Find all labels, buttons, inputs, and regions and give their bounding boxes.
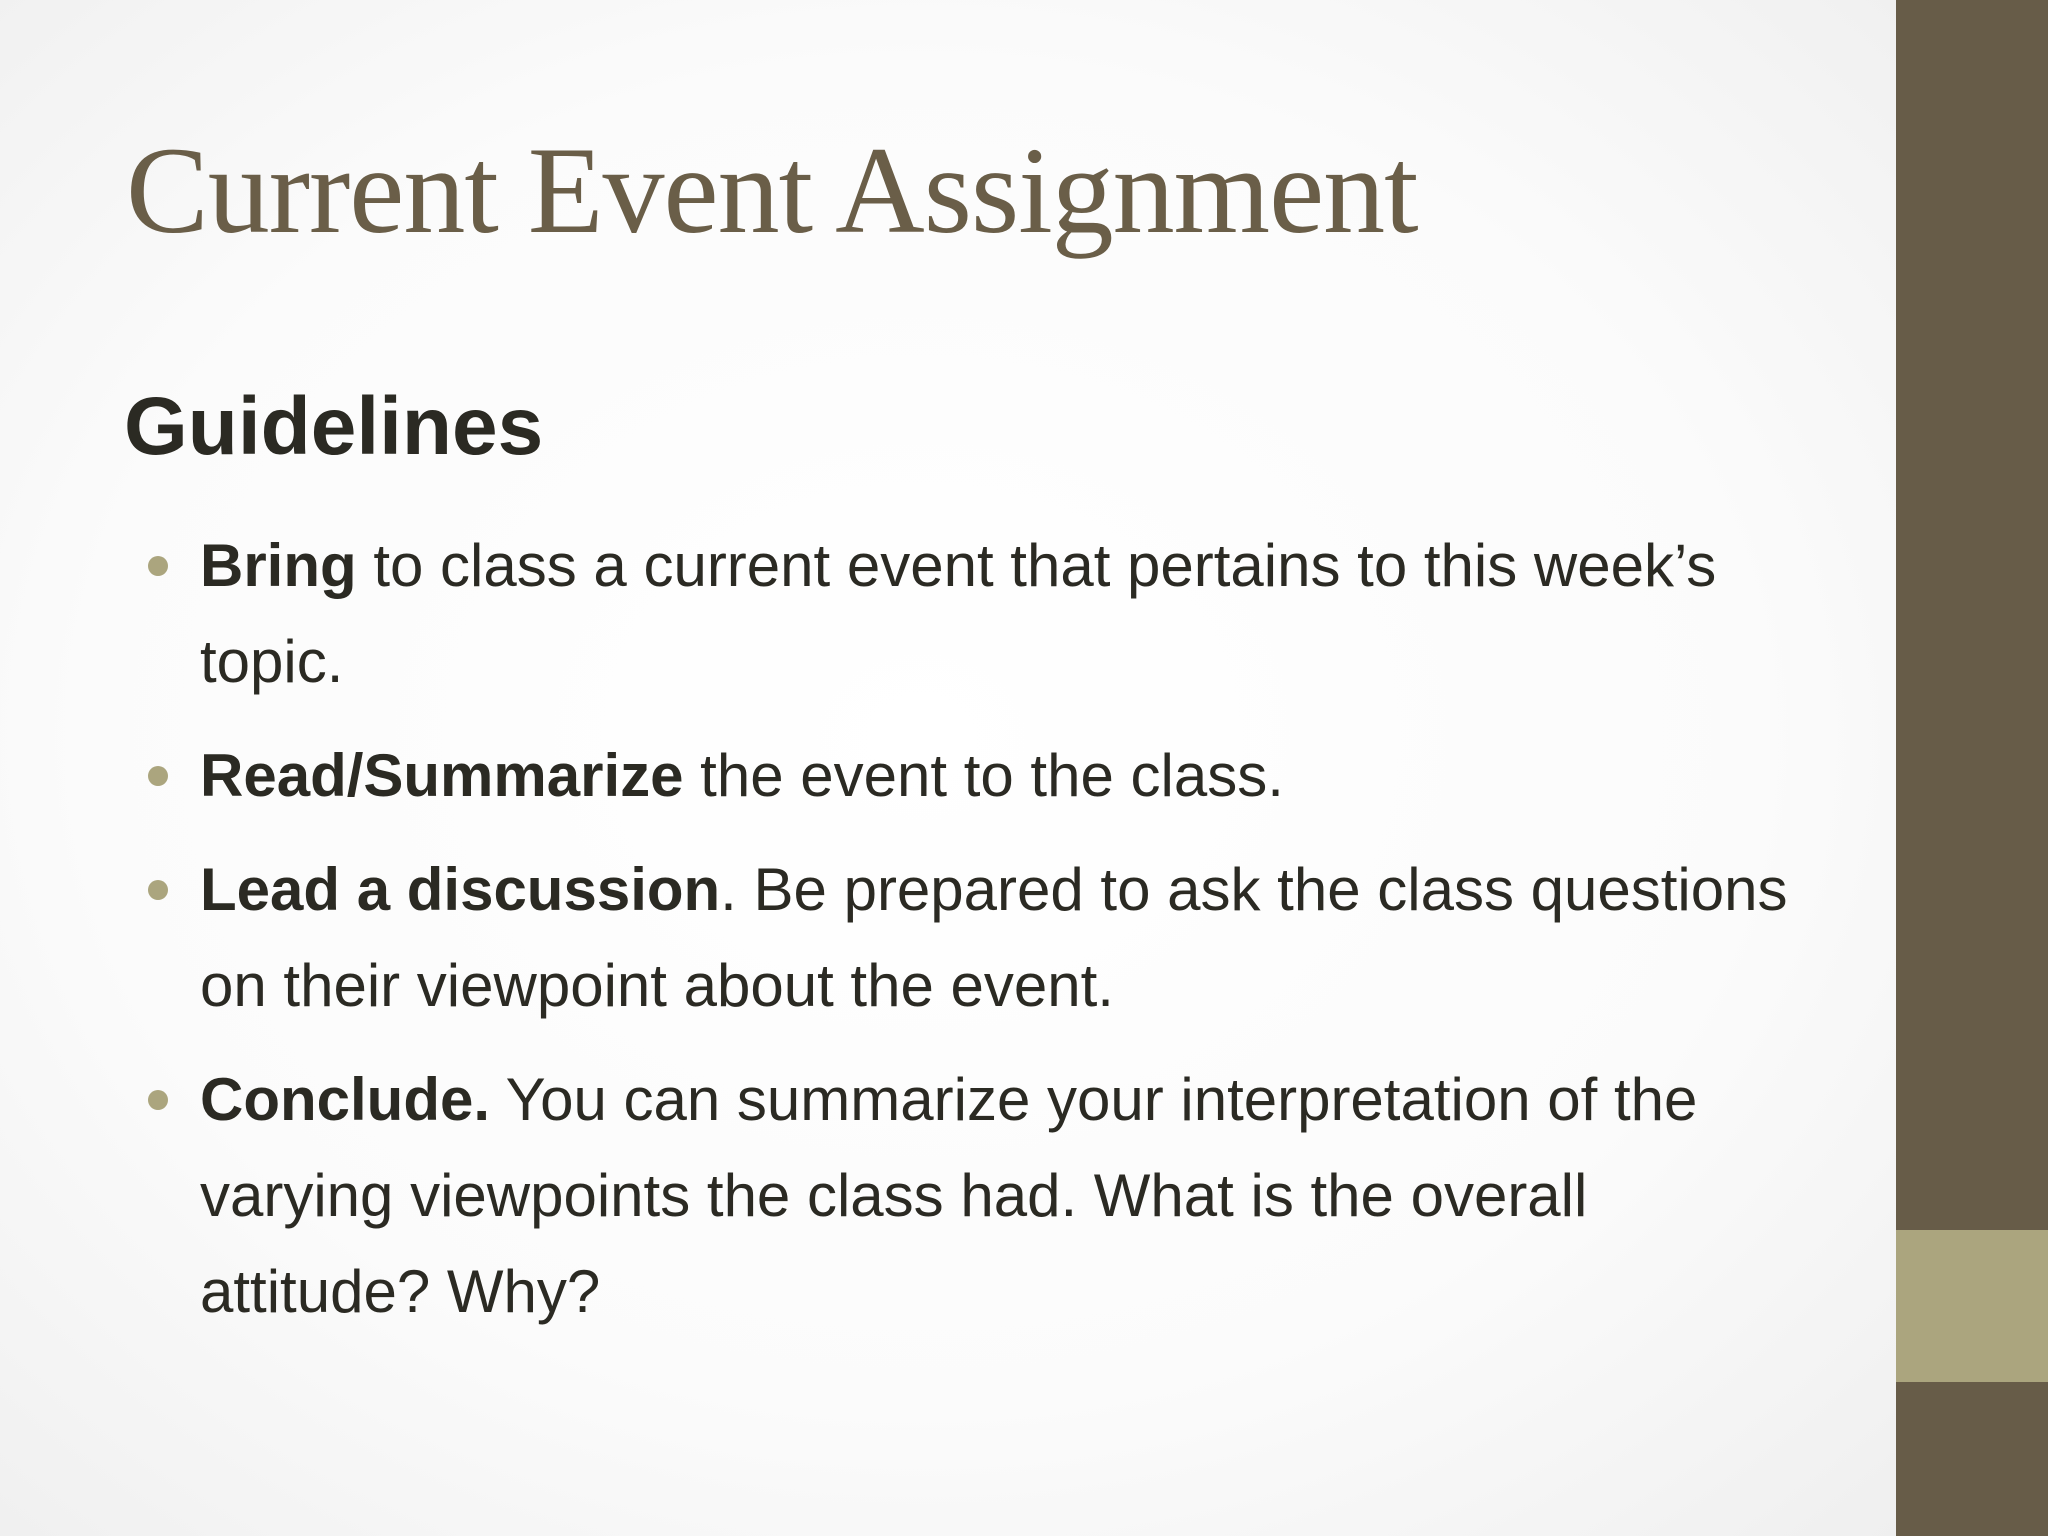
bullet-body-text: You can summarize your interpretation of the varying viewpoints the class had. What is the overall attitude? Why? [200, 1066, 1698, 1325]
bullet-item-conclude [200, 1052, 1820, 1340]
bullet-lead-text: Read/Summarize [200, 742, 684, 809]
slide-title: Current Event Assignment [126, 122, 1418, 259]
bullet-body-text: to class a current event that pertains to this week’s topic. [200, 532, 1717, 695]
bullet-body-text: . Be prepared to ask the class questions on their viewpoint about the event. [200, 856, 1788, 1019]
bullet-item-lead-discussion [200, 842, 1820, 1034]
bullet-lead-text: Lead a discussion [200, 856, 721, 923]
sidebar-accent-block [1896, 1230, 2048, 1382]
bullet-lead-text: Conclude. [200, 1066, 491, 1133]
bullet-icon [148, 766, 168, 786]
bullet-body-text: the event to the class. [683, 742, 1284, 809]
bullet-icon [148, 880, 168, 900]
bullet-lead-text: Bring [200, 532, 357, 599]
bullet-list [200, 518, 1820, 1358]
bullet-icon [148, 556, 168, 576]
bullet-item-bring [200, 518, 1820, 710]
subheading: Guidelines [124, 381, 544, 472]
bullet-icon [148, 1090, 168, 1110]
bullet-item-read-summarize [200, 728, 1820, 824]
